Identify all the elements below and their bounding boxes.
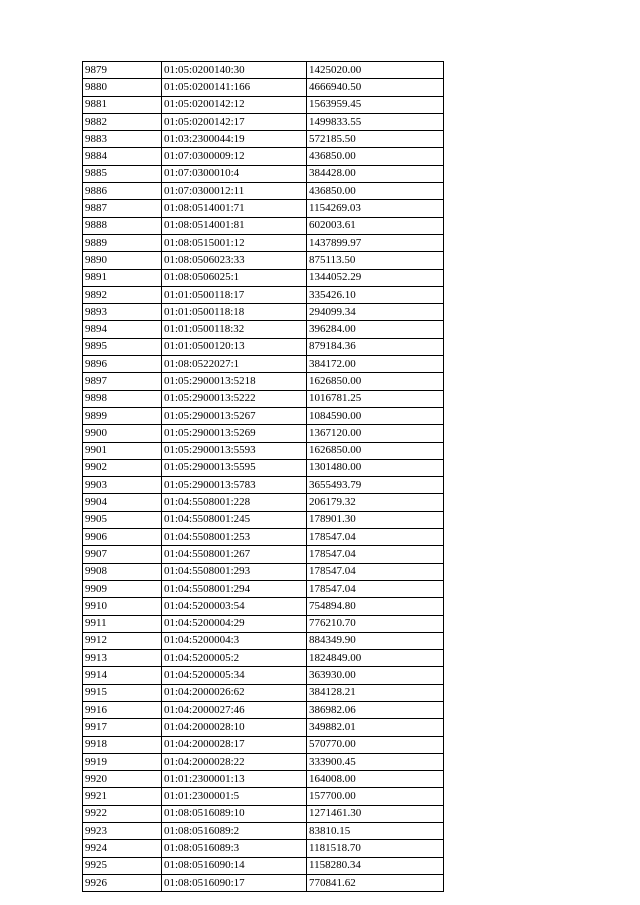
row-number-cell: 9886 — [83, 183, 162, 200]
table-row — [83, 113, 444, 130]
row-number-cell: 9905 — [83, 511, 162, 528]
row-number-cell: 9917 — [83, 719, 162, 736]
row-number-cell: 9882 — [83, 113, 162, 130]
cadastral-code-cell: 01:04:5508001:245 — [162, 511, 307, 528]
amount-cell: 1271461.30 — [307, 805, 444, 822]
row-number-cell: 9901 — [83, 442, 162, 459]
amount-cell: 349882.01 — [307, 719, 444, 736]
row-number-cell: 9880 — [83, 79, 162, 96]
amount-cell: 1158280.34 — [307, 857, 444, 874]
cadastral-code-cell: 01:08:0515001:12 — [162, 234, 307, 251]
table-row — [83, 580, 444, 597]
row-number-cell: 9925 — [83, 857, 162, 874]
cadastral-code-cell: 01:08:0506023:33 — [162, 252, 307, 269]
amount-cell: 164008.00 — [307, 771, 444, 788]
row-number-cell: 9891 — [83, 269, 162, 286]
table-row — [83, 840, 444, 857]
table-row — [83, 442, 444, 459]
row-number-cell: 9890 — [83, 252, 162, 269]
cadastral-code-cell: 01:04:2000028:17 — [162, 736, 307, 753]
table-row — [83, 269, 444, 286]
table-row — [83, 667, 444, 684]
table-body — [83, 62, 444, 892]
table-row — [83, 286, 444, 303]
table-row — [83, 529, 444, 546]
amount-cell: 1563959.45 — [307, 96, 444, 113]
amount-cell: 335426.10 — [307, 286, 444, 303]
cadastral-code-cell: 01:04:2000028:10 — [162, 719, 307, 736]
amount-cell: 776210.70 — [307, 615, 444, 632]
cadastral-code-cell: 01:05:0200142:12 — [162, 96, 307, 113]
row-number-cell: 9913 — [83, 650, 162, 667]
row-number-cell: 9909 — [83, 580, 162, 597]
cadastral-code-cell: 01:05:2900013:5218 — [162, 373, 307, 390]
table-row — [83, 874, 444, 891]
cadastral-code-cell: 01:05:2900013:5269 — [162, 425, 307, 442]
amount-cell: 178547.04 — [307, 546, 444, 563]
table-row — [83, 390, 444, 407]
amount-cell: 396284.00 — [307, 321, 444, 338]
row-number-cell: 9895 — [83, 338, 162, 355]
cadastral-code-cell: 01:05:2900013:5595 — [162, 459, 307, 476]
row-number-cell: 9910 — [83, 598, 162, 615]
row-number-cell: 9918 — [83, 736, 162, 753]
row-number-cell: 9904 — [83, 494, 162, 511]
table-row — [83, 148, 444, 165]
table-row — [83, 217, 444, 234]
cadastral-code-cell: 01:04:2000027:46 — [162, 701, 307, 718]
row-number-cell: 9888 — [83, 217, 162, 234]
table-row — [83, 546, 444, 563]
table-row — [83, 131, 444, 148]
amount-cell: 178547.04 — [307, 563, 444, 580]
cadastral-code-cell: 01:04:5508001:228 — [162, 494, 307, 511]
table-row — [83, 373, 444, 390]
amount-cell: 875113.50 — [307, 252, 444, 269]
amount-cell: 436850.00 — [307, 183, 444, 200]
amount-cell: 1437899.97 — [307, 234, 444, 251]
row-number-cell: 9915 — [83, 684, 162, 701]
row-number-cell: 9920 — [83, 771, 162, 788]
data-table — [82, 61, 444, 892]
row-number-cell: 9883 — [83, 131, 162, 148]
amount-cell: 178547.04 — [307, 580, 444, 597]
cadastral-code-cell: 01:04:5200003:54 — [162, 598, 307, 615]
table-row — [83, 407, 444, 424]
table-row — [83, 79, 444, 96]
amount-cell: 3655493.79 — [307, 477, 444, 494]
cadastral-code-cell: 01:04:5200005:34 — [162, 667, 307, 684]
amount-cell: 178901.30 — [307, 511, 444, 528]
cadastral-code-cell: 01:08:0516090:17 — [162, 874, 307, 891]
amount-cell: 1344052.29 — [307, 269, 444, 286]
table-row — [83, 321, 444, 338]
table-row — [83, 304, 444, 321]
row-number-cell: 9894 — [83, 321, 162, 338]
amount-cell: 83810.15 — [307, 823, 444, 840]
amount-cell: 884349.90 — [307, 632, 444, 649]
table-row — [83, 338, 444, 355]
amount-cell: 1824849.00 — [307, 650, 444, 667]
amount-cell: 1425020.00 — [307, 62, 444, 79]
row-number-cell: 9887 — [83, 200, 162, 217]
amount-cell: 1154269.03 — [307, 200, 444, 217]
table-row — [83, 96, 444, 113]
row-number-cell: 9897 — [83, 373, 162, 390]
row-number-cell: 9885 — [83, 165, 162, 182]
amount-cell: 1181518.70 — [307, 840, 444, 857]
row-number-cell: 9922 — [83, 805, 162, 822]
cadastral-code-cell: 01:04:5508001:293 — [162, 563, 307, 580]
amount-cell: 157700.00 — [307, 788, 444, 805]
table-row — [83, 684, 444, 701]
row-number-cell: 9889 — [83, 234, 162, 251]
cadastral-code-cell: 01:01:0500118:17 — [162, 286, 307, 303]
amount-cell: 1499833.55 — [307, 113, 444, 130]
cadastral-code-cell: 01:07:0300010:4 — [162, 165, 307, 182]
amount-cell: 1301480.00 — [307, 459, 444, 476]
cadastral-code-cell: 01:04:5508001:267 — [162, 546, 307, 563]
row-number-cell: 9921 — [83, 788, 162, 805]
amount-cell: 384428.00 — [307, 165, 444, 182]
amount-cell: 333900.45 — [307, 753, 444, 770]
cadastral-code-cell: 01:04:5508001:294 — [162, 580, 307, 597]
table-row — [83, 736, 444, 753]
table-row — [83, 252, 444, 269]
row-number-cell: 9924 — [83, 840, 162, 857]
table-row — [83, 788, 444, 805]
row-number-cell: 9879 — [83, 62, 162, 79]
row-number-cell: 9903 — [83, 477, 162, 494]
amount-cell: 384172.00 — [307, 356, 444, 373]
amount-cell: 572185.50 — [307, 131, 444, 148]
table-row — [83, 632, 444, 649]
table-row — [83, 183, 444, 200]
cadastral-code-cell: 01:04:2000028:22 — [162, 753, 307, 770]
row-number-cell: 9902 — [83, 459, 162, 476]
cadastral-code-cell: 01:01:0500118:32 — [162, 321, 307, 338]
cadastral-code-cell: 01:07:0300012:11 — [162, 183, 307, 200]
amount-cell: 436850.00 — [307, 148, 444, 165]
cadastral-code-cell: 01:04:5508001:253 — [162, 529, 307, 546]
table-row — [83, 598, 444, 615]
row-number-cell: 9908 — [83, 563, 162, 580]
table-row — [83, 477, 444, 494]
row-number-cell: 9906 — [83, 529, 162, 546]
cadastral-code-cell: 01:03:2300044:19 — [162, 131, 307, 148]
table-row — [83, 753, 444, 770]
table-row — [83, 701, 444, 718]
table-row — [83, 62, 444, 79]
cadastral-code-cell: 01:01:0500118:18 — [162, 304, 307, 321]
table-row — [83, 425, 444, 442]
cadastral-code-cell: 01:08:0506025:1 — [162, 269, 307, 286]
table-row — [83, 771, 444, 788]
cadastral-code-cell: 01:08:0514001:71 — [162, 200, 307, 217]
cadastral-code-cell: 01:05:2900013:5267 — [162, 407, 307, 424]
table-row — [83, 615, 444, 632]
table-row — [83, 823, 444, 840]
amount-cell: 363930.00 — [307, 667, 444, 684]
amount-cell: 1626850.00 — [307, 373, 444, 390]
amount-cell: 1016781.25 — [307, 390, 444, 407]
cadastral-code-cell: 01:04:5200004:29 — [162, 615, 307, 632]
row-number-cell: 9914 — [83, 667, 162, 684]
amount-cell: 178547.04 — [307, 529, 444, 546]
amount-cell: 770841.62 — [307, 874, 444, 891]
row-number-cell: 9911 — [83, 615, 162, 632]
table-row — [83, 459, 444, 476]
row-number-cell: 9896 — [83, 356, 162, 373]
cadastral-code-cell: 01:08:0514001:81 — [162, 217, 307, 234]
cadastral-code-cell: 01:01:2300001:13 — [162, 771, 307, 788]
cadastral-code-cell: 01:05:0200140:30 — [162, 62, 307, 79]
amount-cell: 570770.00 — [307, 736, 444, 753]
amount-cell: 879184.36 — [307, 338, 444, 355]
cadastral-code-cell: 01:05:0200142:17 — [162, 113, 307, 130]
amount-cell: 4666940.50 — [307, 79, 444, 96]
table-row — [83, 494, 444, 511]
cadastral-code-cell: 01:08:0516090:14 — [162, 857, 307, 874]
cadastral-code-cell: 01:08:0516089:2 — [162, 823, 307, 840]
amount-cell: 386982.06 — [307, 701, 444, 718]
cadastral-code-cell: 01:01:0500120:13 — [162, 338, 307, 355]
row-number-cell: 9923 — [83, 823, 162, 840]
table-row — [83, 857, 444, 874]
cadastral-code-cell: 01:04:5200004:3 — [162, 632, 307, 649]
cadastral-code-cell: 01:08:0516089:10 — [162, 805, 307, 822]
row-number-cell: 9907 — [83, 546, 162, 563]
row-number-cell: 9900 — [83, 425, 162, 442]
cadastral-code-cell: 01:05:0200141:166 — [162, 79, 307, 96]
amount-cell: 294099.34 — [307, 304, 444, 321]
table-row — [83, 356, 444, 373]
row-number-cell: 9898 — [83, 390, 162, 407]
amount-cell: 754894.80 — [307, 598, 444, 615]
row-number-cell: 9916 — [83, 701, 162, 718]
table-row — [83, 650, 444, 667]
cadastral-code-cell: 01:08:0522027:1 — [162, 356, 307, 373]
table-row — [83, 805, 444, 822]
table-row — [83, 165, 444, 182]
row-number-cell: 9893 — [83, 304, 162, 321]
table-row — [83, 234, 444, 251]
amount-cell: 1626850.00 — [307, 442, 444, 459]
cadastral-code-cell: 01:05:2900013:5593 — [162, 442, 307, 459]
table-row — [83, 719, 444, 736]
row-number-cell: 9892 — [83, 286, 162, 303]
cadastral-code-cell: 01:04:2000026:62 — [162, 684, 307, 701]
amount-cell: 384128.21 — [307, 684, 444, 701]
row-number-cell: 9919 — [83, 753, 162, 770]
row-number-cell: 9899 — [83, 407, 162, 424]
cadastral-code-cell: 01:05:2900013:5783 — [162, 477, 307, 494]
amount-cell: 206179.32 — [307, 494, 444, 511]
table-row — [83, 563, 444, 580]
cadastral-code-cell: 01:04:5200005:2 — [162, 650, 307, 667]
table-row — [83, 511, 444, 528]
amount-cell: 602003.61 — [307, 217, 444, 234]
amount-cell: 1367120.00 — [307, 425, 444, 442]
row-number-cell: 9884 — [83, 148, 162, 165]
row-number-cell: 9881 — [83, 96, 162, 113]
cadastral-code-cell: 01:01:2300001:5 — [162, 788, 307, 805]
row-number-cell: 9912 — [83, 632, 162, 649]
amount-cell: 1084590.00 — [307, 407, 444, 424]
cadastral-code-cell: 01:08:0516089:3 — [162, 840, 307, 857]
table-row — [83, 200, 444, 217]
row-number-cell: 9926 — [83, 874, 162, 891]
cadastral-code-cell: 01:05:2900013:5222 — [162, 390, 307, 407]
cadastral-code-cell: 01:07:0300009:12 — [162, 148, 307, 165]
